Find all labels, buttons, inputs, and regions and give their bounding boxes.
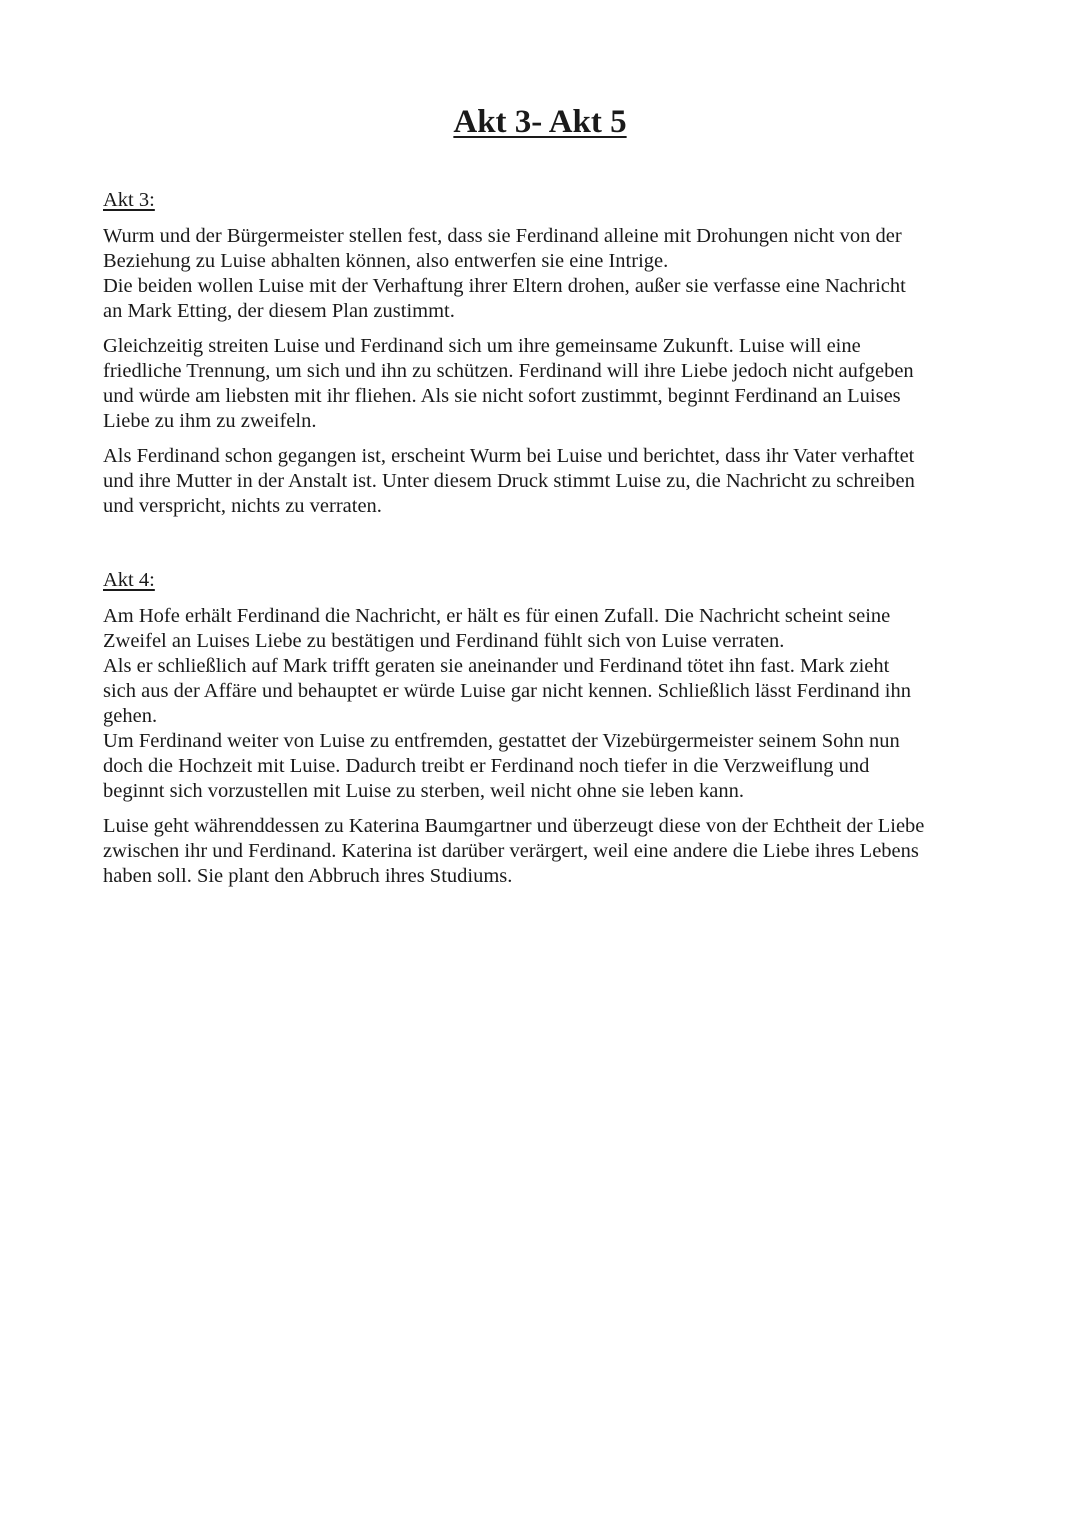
text-line: Die beiden wollen Luise mit der Verhaftung ihrer Eltern drohen, außer sie verfasse eine Nachricht xyxy=(103,275,906,297)
section-akt-4 xyxy=(103,568,983,899)
text-line: doch die Hochzeit mit Luise. Dadurch treibt er Ferdinand noch tiefer in die Verzweiflung und xyxy=(103,755,870,777)
text-line: und würde am liebsten mit ihr fliehen. Als sie nicht sofort zustimmt, beginnt Ferdinand an Luises xyxy=(103,385,901,407)
text-line: haben soll. Sie plant den Abbruch ihres Studiums. xyxy=(103,865,513,887)
paragraph xyxy=(103,444,983,519)
text-line: an Mark Etting, der diesem Plan zustimmt. xyxy=(103,300,455,322)
document-title: Akt 3- Akt 5 xyxy=(453,104,627,140)
text-line: und ihre Mutter in der Anstalt ist. Unter diesem Druck stimmt Luise zu, die Nachricht zu schreiben xyxy=(103,470,915,492)
text-line: beginnt sich vorzustellen mit Luise zu sterben, weil nicht ohne sie leben kann. xyxy=(103,780,745,802)
text-line: Am Hofe erhält Ferdinand die Nachricht, er hält es für einen Zufall. Die Nachricht scheint seine xyxy=(103,605,891,627)
section-heading: Akt 3: xyxy=(103,189,155,211)
text-line: friedliche Trennung, um sich und ihn zu schützen. Ferdinand will ihre Liebe jedoch nicht aufgeben xyxy=(103,360,914,382)
text-line: gehen. xyxy=(103,705,158,727)
text-line: zwischen ihr und Ferdinand. Katerina ist darüber verärgert, weil eine andere die Liebe ihres Lebens xyxy=(103,840,919,862)
paragraph xyxy=(103,334,983,434)
paragraph xyxy=(103,224,983,324)
text-line: und verspricht, nichts zu verraten. xyxy=(103,495,382,517)
text-line: Beziehung zu Luise abhalten können, also entwerfen sie eine Intrige. xyxy=(103,250,669,272)
text-line: Luise geht währenddessen zu Katerina Baumgartner und überzeugt diese von der Echtheit der Liebe xyxy=(103,815,925,837)
text-line: sich aus der Affäre und behauptet er würde Luise gar nicht kennen. Schließlich lässt Ferdinand ihn xyxy=(103,680,911,702)
text-line: Als er schließlich auf Mark trifft geraten sie aneinander und Ferdinand tötet ihn fast. Mark zieht xyxy=(103,655,890,677)
section-heading: Akt 4: xyxy=(103,569,155,591)
text-line: Gleichzeitig streiten Luise und Ferdinand sich um ihre gemeinsame Zukunft. Luise will eine xyxy=(103,335,861,357)
paragraph xyxy=(103,604,983,804)
text-line: Wurm und der Bürgermeister stellen fest, dass sie Ferdinand alleine mit Drohungen nicht von der xyxy=(103,225,902,247)
text-line: Zweifel an Luises Liebe zu bestätigen und Ferdinand fühlt sich von Luise verraten. xyxy=(103,630,785,652)
text-line: Als Ferdinand schon gegangen ist, erscheint Wurm bei Luise und berichtet, dass ihr Vater verhaftet xyxy=(103,445,915,467)
section-akt-3 xyxy=(103,188,983,529)
text-line: Liebe zu ihm zu zweifeln. xyxy=(103,410,317,432)
text-line: Um Ferdinand weiter von Luise zu entfremden, gestattet der Vizebürgermeister seinem Sohn nun xyxy=(103,730,900,752)
paragraph xyxy=(103,814,983,889)
